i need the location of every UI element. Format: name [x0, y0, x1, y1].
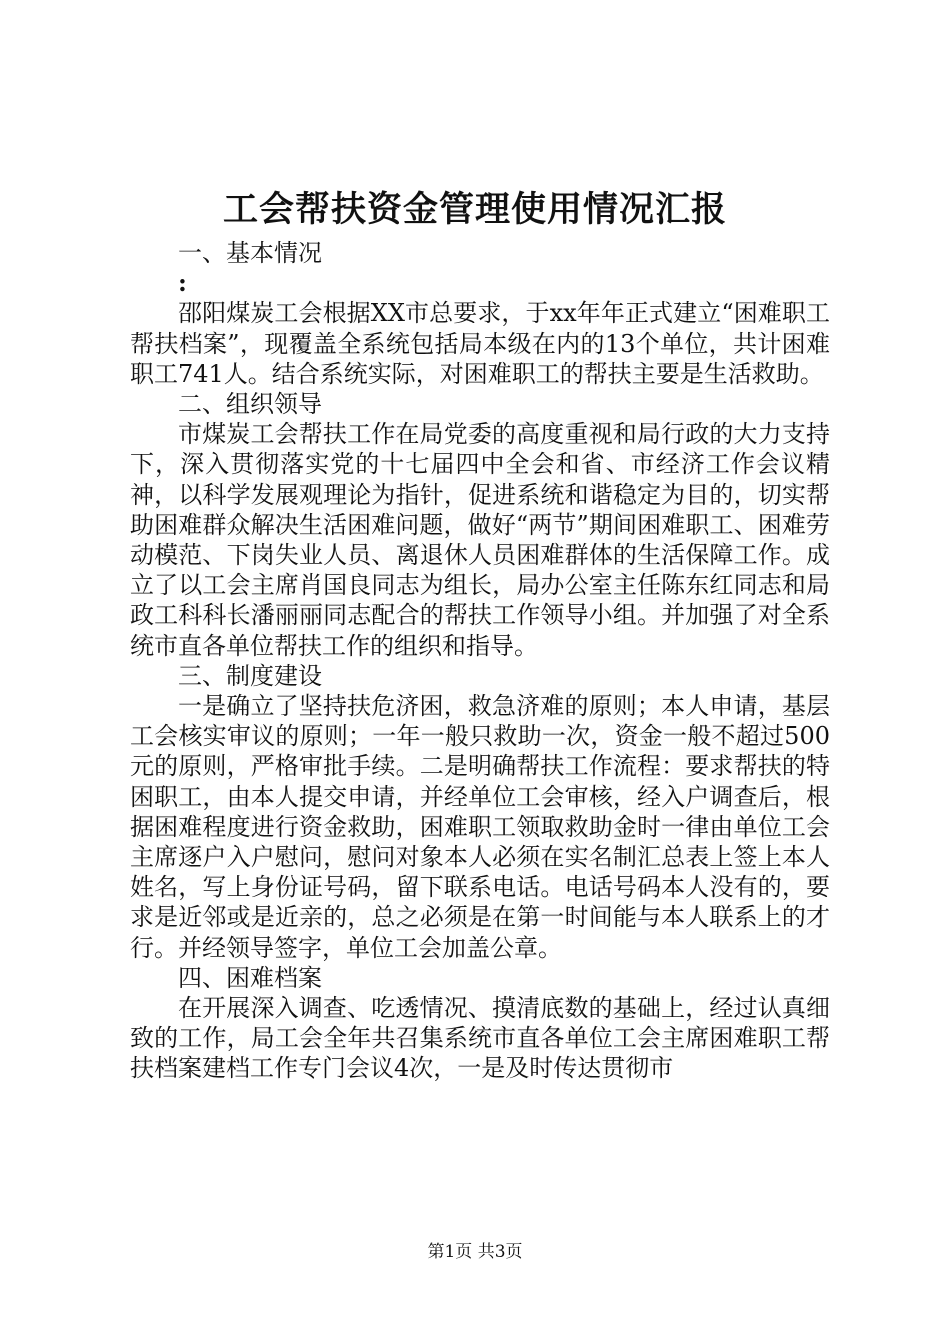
section-heading-organization: 二、组织领导 — [178, 390, 322, 419]
section-heading-archive: 四、困难档案 — [178, 963, 322, 992]
document-title: 工会帮扶资金管理使用情况汇报 — [222, 189, 727, 230]
document-body — [130, 238, 830, 1084]
colon-line: : — [178, 268, 187, 298]
section-heading-basic: 一、基本情况 — [178, 239, 322, 267]
page-footer: 第1页 共3页 — [427, 1242, 523, 1262]
paragraph-archive: 在开展深入调查、吃透情况、摸清底数的基础上，经过认真细致的工作，局工会全年共召集系统市直各单位工会主席困难职工帮扶档案建档工作专门会议4次，一是及时传达贯彻市 — [130, 994, 830, 1083]
paragraph-system: 一是确立了坚持扶危济困，救急济难的原则；本人申请，基层工会核实审议的原则；一年一般只救助一次，资金一般不超过500元的原则，严格审批手续。二是明确帮扶工作流程：要求帮扶的特困职工，由本人提交申请，并经单位工会审核，经入户调查后，根据困难程度进行资金救助，困难职工领取救助金时一律由单位工会主席逐户入户慰问，慰问对象本人必须在实名制汇总表上签上本人姓名，写上身份证号码，留下联系电话。电话号码本人没有的，要求是近邻或是近亲的，总之必须是在第一时间能与本人联系上的才行。并经领导签字，单位工会加盖公章。 — [130, 692, 830, 962]
paragraph-basic: 邵阳煤炭工会根据XX市总要求，于xx年年正式建立“困难职工帮扶档案”，现覆盖全系统包括局本级在内的13个单位，共计困难职工741人。结合系统实际，对困难职工的帮扶主要是生活救助。 — [130, 299, 830, 388]
section-heading-system: 三、制度建设 — [178, 661, 322, 690]
paragraph-organization: 市煤炭工会帮扶工作在局党委的高度重视和局行政的大力支持下，深入贯彻落实党的十七届四中全会和省、市经济工作会议精神，以科学发展观理论为指针，促进系统和谐稳定为目的，切实帮助困难群众解决生活困难问题，做好“两节”期间困难职工、困难劳动模范、下岗失业人员、离退休人员困难群体的生活保障工作。成立了以工会主席肖国良同志为组长，局办公室主任陈东红同志和局政工科科长潘丽丽同志配合的帮扶工作领导小组。并加强了对全系统市直各单位帮扶工作的组织和指导。 — [130, 420, 830, 660]
